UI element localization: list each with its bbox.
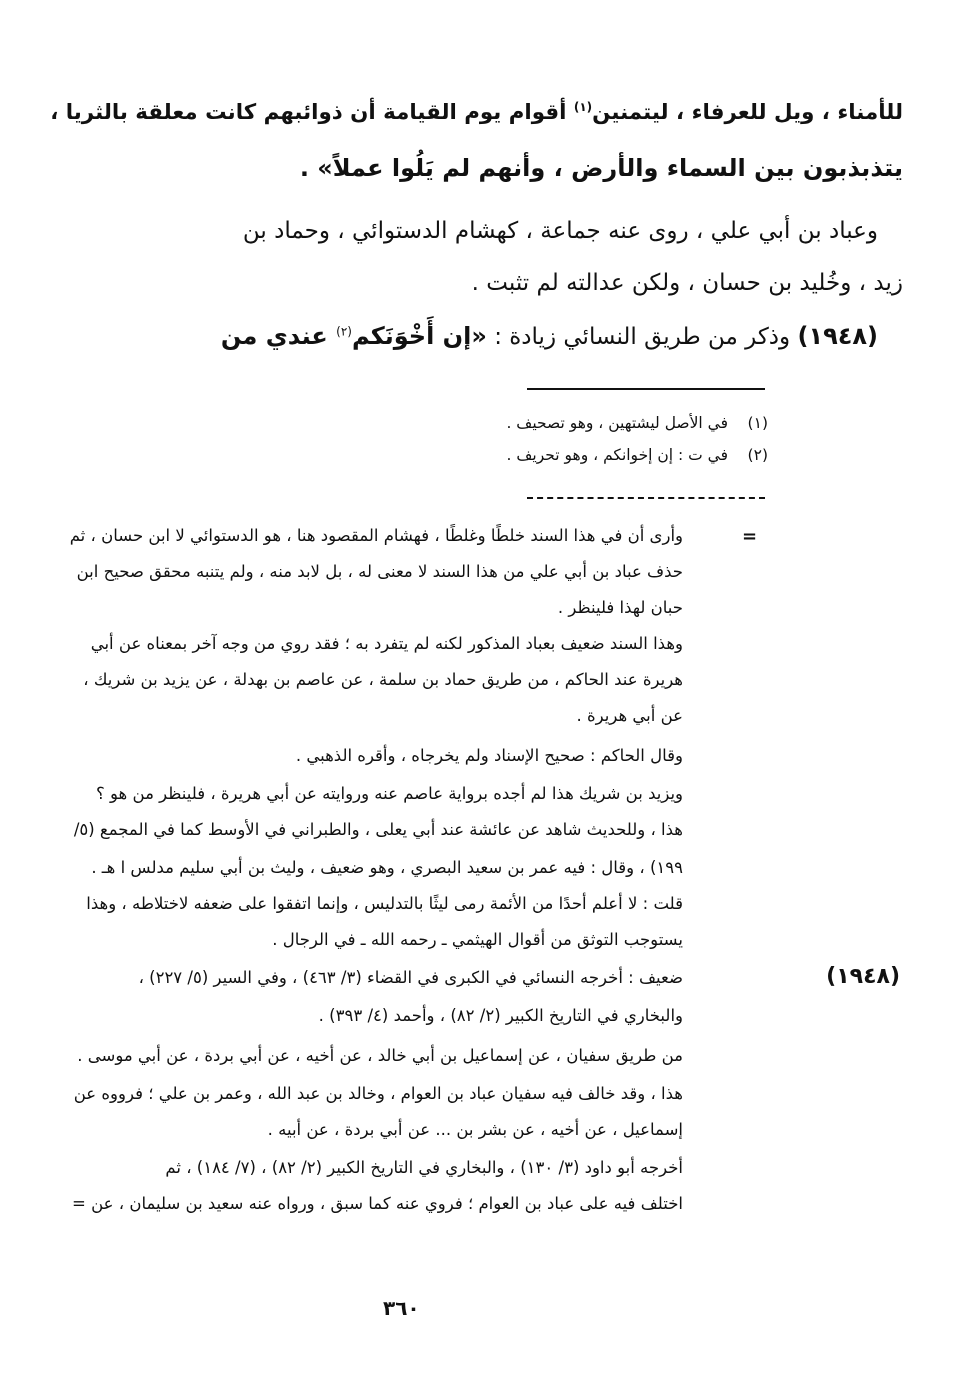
footnote-separator [527,388,765,390]
note-line-7 [43,746,683,765]
note-line-6-text: عن أبي هريرة . [576,706,683,725]
note-line-11 [43,894,683,913]
footnote-ref-1[interactable]: (١) [573,99,593,114]
main-line-5-quote: «إن أَخْوَنَكم [351,322,487,350]
note-line-15-text: من طريق سفيان ، عن إسماعيل بن أبي خالد ، عن أخيه ، عن أبي بردة ، عن أبي موسى . [77,1046,683,1065]
note-line-3-text: حبان لهذا فلينظر . [557,598,683,617]
main-line-4 [43,270,903,296]
note-line-10-text: ١٩٩) ، وقال : فيه عمر بن سعيد البصري ، وهو ضعيف ، وليث بن أبي سليم مدلس ا هـ . [91,858,683,877]
main-line-5-text-a: وذكر من طريق النسائي زيادة : [486,324,798,350]
note-line-9-text: هذا ، وللحديث شاهد عن عائشة عند أبي يعلى ، والطبراني في الأوسط كما في المجمع (٥/ [73,820,683,839]
note-line-16 [43,1084,683,1103]
note-line-19-text: اختلف فيه على عباد بن العوام ؛ فروي عنه كما سبق ، ورواه عنه سعيد بن سليمان ، عن = [72,1194,683,1213]
page-number: ٣٦٠ [383,1296,420,1320]
hadith-number: (١٩٤٨) [797,322,878,350]
main-line-1 [43,100,903,125]
main-line-4-text: زيد ، وخُليد بن حسان ، ولكن عدالته لم تثبت . [471,270,903,296]
note-line-12 [43,930,683,949]
note-line-8-text: ويزيد بن شريك هذا لم أجده برواية عاصم عنه وروايته عن أبي هريرة ، فلينظر من هو ؟ [96,784,683,803]
continuation-mark: = [742,526,758,547]
footnote-2 [168,446,768,464]
takhrij-number: (١٩٤٨) [826,964,900,989]
note-line-12-text: يستوجب التوثق من أقوال الهيثمي ـ رحمه الله ـ في الرجال . [272,930,683,949]
note-line-19 [43,1194,683,1213]
note-line-5 [43,670,683,689]
note-line-14-text: والبخاري في التاريخ الكبير (٢/ ٨٢) ، وأحمد (٤/ ٣٩٣) . [318,1006,683,1025]
note-line-6 [43,706,683,725]
main-line-3 [38,218,878,244]
note-line-13 [43,968,683,987]
footnote-1-number: (١) [747,414,768,432]
main-line-1-text: للأمناء ، ويل للعرفاء ، ليتمنين [592,100,903,125]
note-line-2-text: حذف عباد بن أبي علي من هذا السند لا معنى له ، بل لابد منه ، ولم يتنبه محقق صحيح ابن [76,562,683,581]
note-line-7-text: وقال الحاكم : صحيح الإسناد ولم يخرجاه ، وأقره الذهبي . [295,746,683,765]
note-line-4 [43,634,683,653]
footnote-2-number: (٢) [747,446,768,464]
note-line-5-text: هريرة عند الحاكم ، من طريق حماد بن سلمة ، عن عاصم بن بهدلة ، عن يزيد بن شريك ، [83,670,683,689]
note-line-1-text: وأرى أن في هذا السند خلطًا وغلطًا ، فهشام المقصود هنا ، هو الدستوائي لا ابن حسان ، ثم [69,526,683,545]
footnote-1 [168,414,768,432]
footnote-1-text: في الأصل ليشتهين ، وهو تصحيف . [506,414,728,432]
note-line-13-text: ضعيف : أخرجه النسائي في الكبرى في القضاء (٣/ ٤٦٣) ، وفي السير (٥/ ٢٢٧) ، [138,968,683,987]
note-line-3 [43,598,683,617]
note-line-1 [43,526,683,545]
note-line-8 [43,784,683,803]
main-line-2-text: يتذبذبون بين السماء والأرض ، وأنهم لم يَلُوا عملاً» . [299,154,903,182]
note-line-9 [43,820,683,839]
main-line-3-text: وعباد بن أبي علي ، روى عنه جماعة ، كهشام الدستوائي ، وحماد بن [242,218,878,244]
note-line-18 [43,1158,683,1177]
note-line-10 [43,858,683,877]
note-line-15 [43,1046,683,1065]
note-line-2 [43,562,683,581]
footnote-ref-2[interactable]: (٢) [336,324,352,339]
note-line-18-text: أخرجه أبو داود (٣/ ١٣٠) ، والبخاري في التاريخ الكبير (٢/ ٨٢) ، (٧/ ١٨٤) ، ثم [165,1158,683,1177]
note-line-14 [43,1006,683,1025]
main-line-1-rest: أقوام يوم القيامة أن ذوائبهم كانت معلقة بالثريا ، [50,100,574,125]
note-line-17-text: إسماعيل ، عن أخيه ، عن بشر بن ... عن أبي بردة ، عن أبيه . [267,1120,683,1139]
main-line-5-text-c: عندي من [220,322,337,350]
note-line-11-text: قلت : لا أعلم أحدًا من الأئمة رمى ليثًا بالتدليس ، وإنما اتفقوا على ضعفه لاختلاطه ، وهذا [86,894,683,913]
note-line-17 [43,1120,683,1139]
main-line-2 [43,154,903,182]
main-line-5 [38,322,878,350]
footnote-2-text: في ت : إن إخوانكم ، وهو تحريف . [506,446,728,464]
notes-separator [527,497,765,499]
note-line-4-text: وهذا السند ضعيف بعباد المذكور لكنه لم يتفرد به ؛ فقد روي من وجه آخر بمعناه عن أبي [90,634,683,653]
note-line-16-text: هذا ، وقد خالف فيه سفيان عباد بن العوام ، وخالد بن عبد الله ، وعمر بن علي ؛ فرووه عن [73,1084,683,1103]
